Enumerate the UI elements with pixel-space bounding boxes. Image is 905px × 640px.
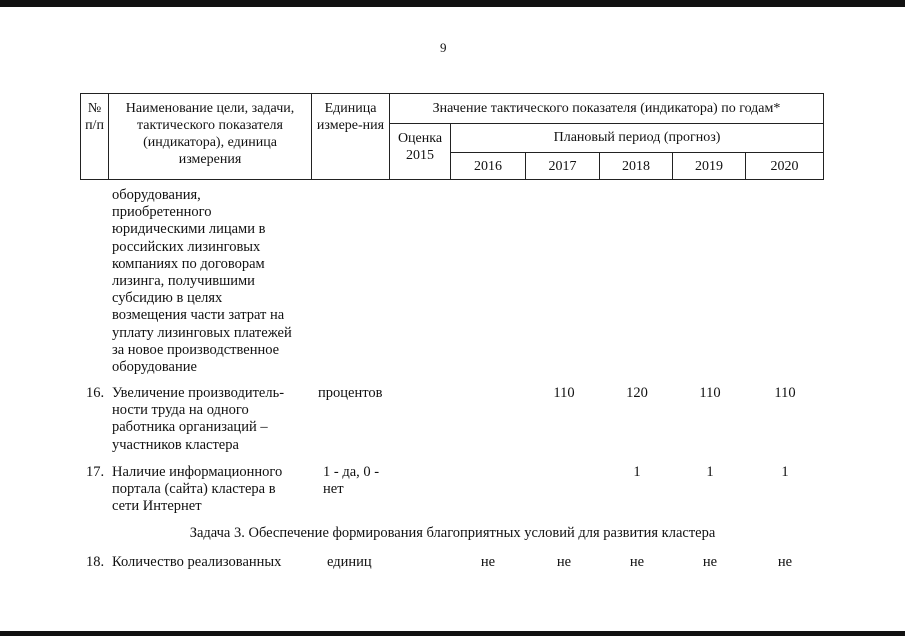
header-unit: Единица измере-ния	[316, 101, 385, 133]
row-number: 18.	[86, 554, 105, 570]
scan-bottom-border	[0, 631, 905, 636]
row-number: 16.	[86, 385, 105, 401]
page-number: 9	[440, 40, 447, 55]
row-value-2019: не	[702, 554, 718, 570]
header-year: 2017	[548, 159, 577, 174]
header-year: 2019	[695, 159, 723, 174]
row-value-2020: не	[777, 554, 793, 570]
row-value-2019: 110	[699, 385, 721, 401]
row-unit: единиц	[327, 554, 372, 570]
header-year: 2016	[474, 159, 502, 174]
scan-top-border	[0, 0, 905, 7]
row-unit: 1 - да, 0 - нет	[323, 464, 380, 498]
task-heading: Задача 3. Обеспечение формирования благоприятных условий для развития кластера	[189, 525, 716, 541]
row-unit: процентов	[318, 385, 383, 401]
row-value-2016: не	[480, 554, 496, 570]
header-number: № п/п	[85, 101, 104, 133]
row-value-2020: 110	[774, 385, 796, 401]
row-value-2019: 1	[706, 464, 714, 480]
row-indicator-name: Количество реализованных	[112, 554, 282, 570]
row-value-2018: 120	[626, 385, 648, 401]
row-value-2017: 110	[553, 385, 575, 401]
header-year: 2020	[770, 159, 799, 174]
header-name: Наименование цели, задачи, тактического показателя (индикатора), единица измерения	[125, 101, 295, 167]
row-indicator-name: Увеличение производитель- ности труда на одного работника организаций – участников кластера	[112, 385, 285, 453]
header-values-by-year: Значение тактического показателя (индикатора) по годам*	[432, 101, 781, 116]
header-forecast-period: Плановый период (прогноз)	[553, 130, 721, 145]
header-year: 2018	[622, 159, 650, 174]
row-value-2017: не	[556, 554, 572, 570]
row-number: 17.	[86, 464, 105, 480]
row-value-2018: не	[629, 554, 645, 570]
row-value-2018: 1	[633, 464, 641, 480]
header-estimate-2015: Оценка 2015	[397, 131, 443, 163]
continuation-text: оборудования, приобретенного юридическими лицами в российских лизинговых компаниях по договорам лизинга, получившими субсидию в целях возмещения части затрат на уплату лизинговых платежей за новое производственное оборудование	[112, 187, 292, 376]
row-value-2020: 1	[781, 464, 789, 480]
row-indicator-name: Наличие информационного портала (сайта) кластера в сети Интернет	[112, 464, 283, 515]
